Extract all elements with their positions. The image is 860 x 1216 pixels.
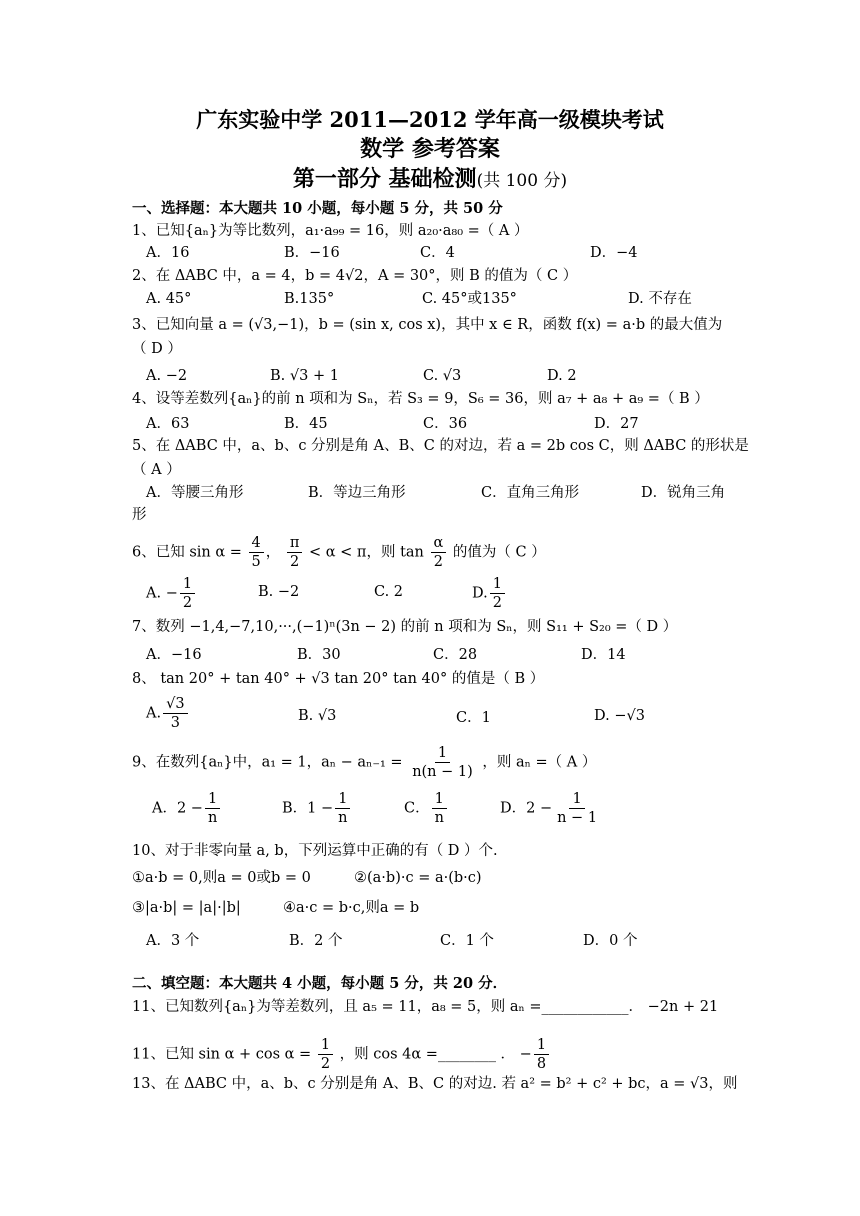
q13-stem: 13、在 ΔABC 中，a、b、c 分别是角 A、B、C 的对边. 若 a² = b² + c² + bc，a = √3，则 (132, 1076, 738, 1092)
q2-stem: 2、在 ΔABC 中，a = 4，b = 4√2，A = 30°，则 B 的值为（ C ） (132, 268, 578, 284)
q10-option-b: B．2 个 (289, 933, 343, 949)
q2-option-b: B.135° (284, 291, 335, 307)
q10-option-a: A．3 个 (146, 933, 200, 949)
q4-option-a: A．63 (146, 416, 190, 432)
q6-fraction-half-alpha: $\frac{\alpha}{2}$ (431, 534, 447, 571)
q1-option-b: B．−16 (284, 245, 340, 261)
answer-key-title: 数学 参考答案 (360, 136, 500, 162)
q7-option-c: C．28 (433, 647, 478, 663)
q10-statement-3: ③|a·b| = |a|·|b| (132, 900, 241, 916)
q10-option-d: D．0 个 (583, 933, 638, 949)
q1-option-a: A．16 (146, 245, 190, 261)
q6-option-d: D. $\frac{1}{2}$ (472, 575, 507, 612)
q4-option-c: C．36 (423, 416, 468, 432)
q10-statement-2: ②(a·b)·c = a·(b·c) (354, 870, 482, 886)
q3-option-c: C. √3 (423, 368, 462, 384)
q6-stem: 6、已知 sin α = $\frac{4}{5}$ ， $\frac{\pi}{2}$ < α < π，则 tan $\frac{\alpha}{2}$ 的值为（ C ） (132, 535, 546, 570)
q5-option-a: A．等腰三角形 (146, 485, 244, 501)
q5-answer: （ A ） (132, 462, 181, 478)
q2-option-c: C. 45°或135° (422, 291, 517, 307)
q9-option-c: C． $\frac{1}{n}$ (404, 790, 449, 827)
q3-option-d: D. 2 (547, 368, 577, 384)
part-title-main: 第一部分 基础检测 (292, 166, 477, 192)
q5-option-d: D．锐角三角 (641, 485, 726, 501)
q3-stem: 3、已知向量 a = (√3,−1)，b = (sin x, cos x)，其中 x ∈ R，函数 f(x) = a·b 的最大值为 (132, 317, 723, 333)
part-title (0, 162, 860, 193)
q10-statement-4: ④a·c = b·c,则a = b (283, 900, 420, 916)
q1-option-d: D．−4 (590, 245, 638, 261)
q10-option-c: C．1 个 (440, 933, 494, 949)
q11-stem: 11、已知数列{aₙ}为等差数列，且 a₅ = 11，a₈ = 5，则 aₙ =____________． −2n + 21 (132, 999, 719, 1015)
q9-option-b: B．1 − $\frac{1}{n}$ (282, 790, 352, 827)
q5-option-d-wrap: 形 (132, 507, 147, 523)
q1-stem: 1、已知{aₙ}为等比数列，a₁·a₉₉ = 16，则 a₂₀·a₈₀ =（ A ） (132, 223, 529, 239)
q4-option-b: B．45 (284, 416, 328, 432)
q5-option-c: C．直角三角形 (481, 485, 580, 501)
q6-option-a: A. − $\frac{1}{2}$ (146, 575, 197, 612)
exam-title: 广东实验中学 2011—2012 学年高一级模块考试 (196, 107, 664, 132)
q7-stem: 7、数列 −1,4,−7,10,···,(−1)ⁿ(3n − 2) 的前 n 项和为 Sₙ，则 S₁₁ + S₂₀ =（ D ） (132, 619, 678, 635)
q10-statement-1: ①a·b = 0,则a = 0或b = 0 (132, 870, 311, 886)
q7-option-d: D．14 (581, 647, 626, 663)
q8-stem: 8、 tan 20° + tan 40° + √3 tan 20° tan 40° 的值是（ B ） (132, 671, 545, 687)
q8-option-c: C．1 (456, 710, 491, 726)
q9-stem: 9、在数列{aₙ}中，a₁ = 1，aₙ − aₙ₋₁ = $\frac{1}{n(n - 1)}$ ，则 aₙ =（ A ） (132, 745, 597, 780)
q8-option-d: D. −√3 (594, 708, 645, 724)
q10-stem: 10、对于非零向量 a, b，下列运算中正确的有（ D ）个. (132, 843, 498, 859)
q6-fraction-sin: $\frac{4}{5}$ (249, 534, 264, 571)
q3-option-b: B. √3 + 1 (270, 368, 339, 384)
q1-option-c: C．4 (420, 245, 455, 261)
q9-option-d: D．2 − $\frac{1}{n - 1}$ (500, 791, 598, 826)
q8-option-a: A. $\frac{√3}{3}$ (146, 695, 190, 732)
q5-option-b: B．等边三角形 (308, 485, 406, 501)
section-fill-blank-heading: 二、填空题：本大题共 4 小题，每小题 5 分，共 20 分． (132, 975, 508, 992)
q7-option-b: B．30 (297, 647, 341, 663)
section-choice-heading: 一、选择题：本大题共 10 小题，每小题 5 分，共 50 分 (132, 200, 503, 217)
q7-option-a: A．−16 (146, 647, 202, 663)
q4-stem: 4、设等差数列{aₙ}的前 n 项和为 Sₙ，若 S₃ = 9，S₆ = 36，则 a₇ + a₈ + a₉ =（ B ） (132, 391, 709, 407)
q2-option-a: A. 45° (146, 291, 192, 307)
q6-option-c: C. 2 (374, 584, 404, 600)
q4-option-d: D．27 (594, 416, 639, 432)
q8-option-b: B. √3 (298, 708, 337, 724)
q3-answer: （ D ） (132, 341, 182, 357)
q6-option-b: B. −2 (258, 584, 300, 600)
part-title-points: (共 100 分) (476, 171, 568, 191)
q3-option-a: A. −2 (146, 368, 188, 384)
q5-stem: 5、在 ΔABC 中，a、b、c 分别是角 A、B、C 的对边，若 a = 2b cos C，则 ΔABC 的形状是 (132, 438, 749, 454)
q6-fraction-pi: $\frac{\pi}{2}$ (287, 534, 303, 571)
q12-stem: 11、已知 sin α + cos α = $\frac{1}{2}$ ，则 cos 4α =________ ． − $\frac{1}{8}$ (132, 1036, 551, 1073)
q2-option-d: D. 不存在 (628, 291, 692, 307)
q9-option-a: A．2 − $\frac{1}{n}$ (152, 790, 222, 827)
